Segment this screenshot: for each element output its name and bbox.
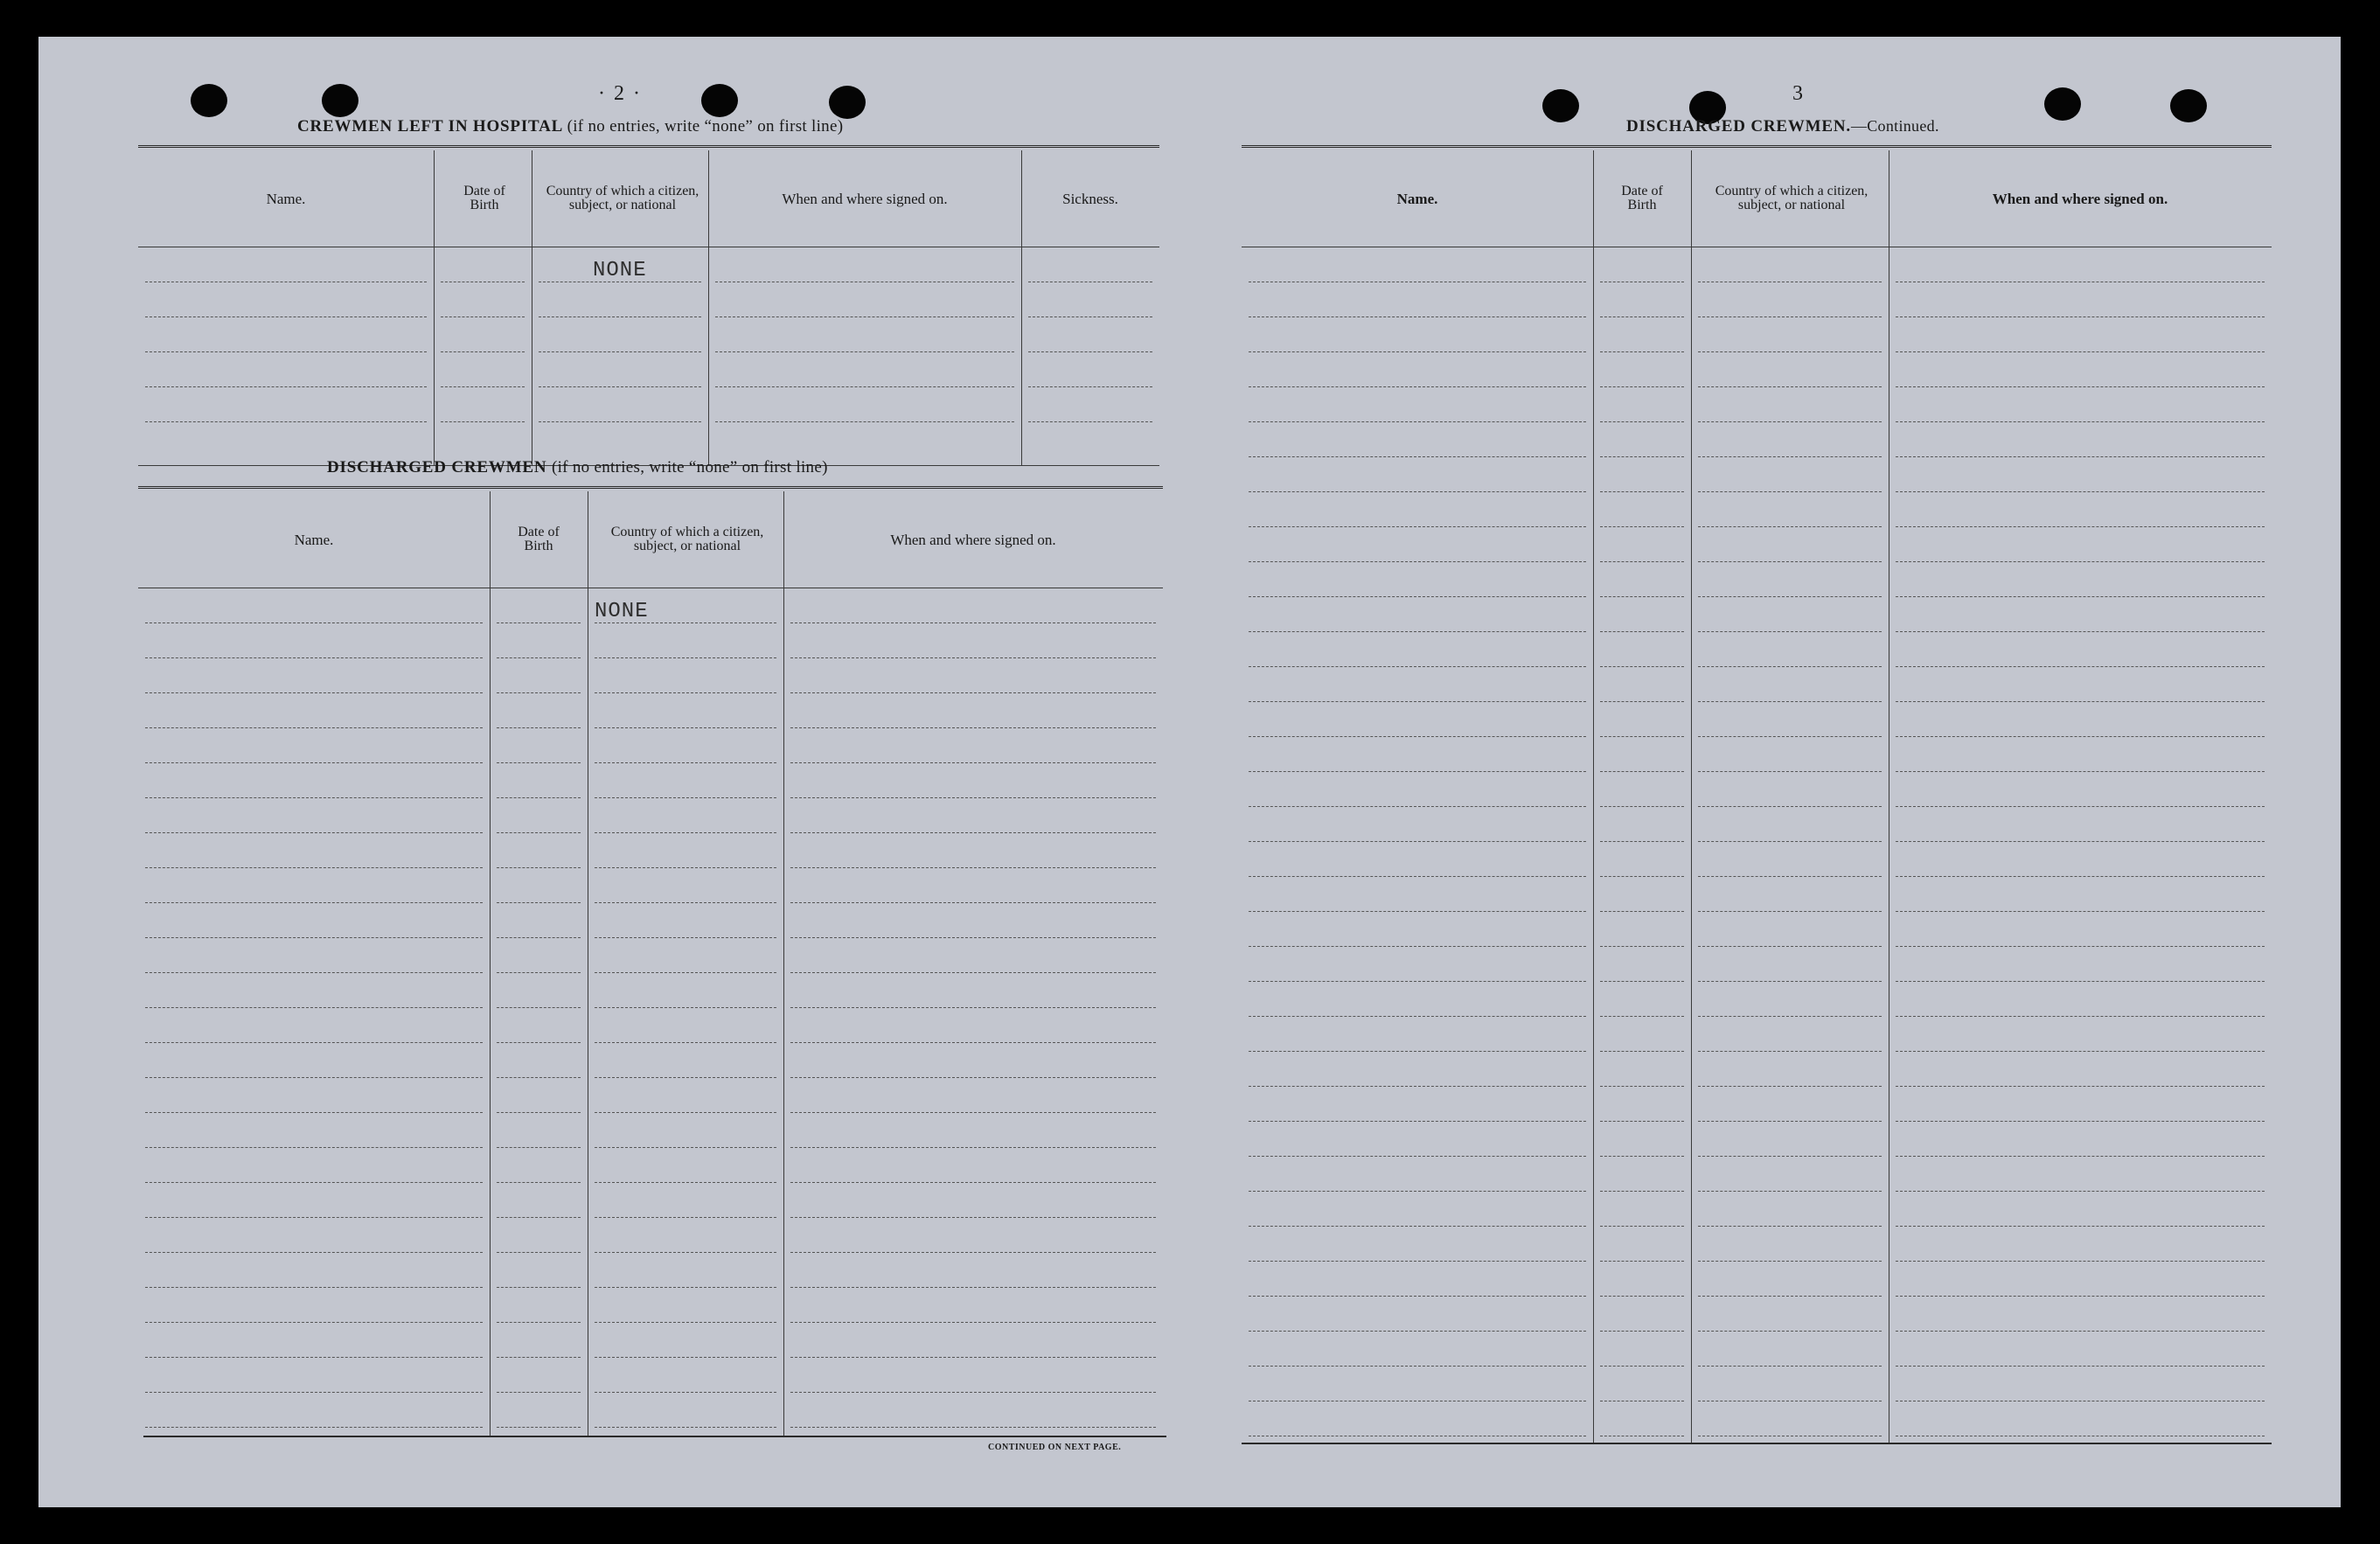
dotted-entry-line (497, 1077, 581, 1078)
dotted-entry-line (145, 1182, 483, 1183)
dotted-entry-line (1600, 946, 1684, 947)
dotted-entry-line (1896, 946, 2265, 947)
column-divider (490, 491, 491, 1436)
dotted-entry-line (145, 316, 427, 317)
col-header-date-of-birth: Date of Birth (463, 184, 505, 212)
dotted-entry-line (1698, 1016, 1882, 1017)
dotted-entry-line (441, 386, 525, 387)
dotted-entry-line (790, 1252, 1156, 1253)
dotted-entry-line (1698, 351, 1882, 352)
hospital-table (138, 150, 1159, 465)
dotted-entry-line (1698, 1261, 1882, 1262)
dotted-entry-line (1600, 911, 1684, 912)
dotted-entry-line (790, 832, 1156, 833)
dotted-entry-line (1249, 841, 1586, 842)
dotted-entry-line (539, 316, 701, 317)
discharged-bottom-rule (143, 1436, 1166, 1437)
dotted-entry-line (790, 1182, 1156, 1183)
dotted-entry-line (1698, 1296, 1882, 1297)
col-header-name: Name. (266, 190, 306, 207)
continued-note: CONTINUED ON NEXT PAGE. (988, 1443, 1122, 1452)
dotted-entry-line (790, 1007, 1156, 1008)
dotted-entry-line (1698, 1226, 1882, 1227)
dotted-entry-line (1249, 981, 1586, 982)
dotted-entry-line (1249, 1261, 1586, 1262)
dotted-entry-line (595, 1042, 776, 1043)
discharged-continued-table (1242, 150, 2272, 1443)
dotted-entry-line (1249, 561, 1586, 562)
dotted-entry-line (1698, 1121, 1882, 1122)
dotted-entry-line (595, 1322, 776, 1323)
dotted-entry-line (1249, 456, 1586, 457)
dotted-entry-line (715, 386, 1014, 387)
dotted-entry-line (595, 1392, 776, 1393)
hospital-entry-none: NONE (593, 259, 647, 282)
right-top-rule (1242, 145, 2272, 148)
dotted-entry-line (1249, 386, 1586, 387)
dotted-entry-line (1249, 666, 1586, 667)
punch-hole-3 (701, 84, 738, 117)
hospital-section-title (297, 117, 843, 136)
dotted-entry-line (1249, 771, 1586, 772)
dotted-entry-line (595, 797, 776, 798)
dotted-entry-line (1249, 491, 1586, 492)
dotted-entry-line (1896, 316, 2265, 317)
dotted-entry-line (497, 902, 581, 903)
dotted-entry-line (145, 1287, 483, 1288)
dotted-entry-line (1600, 1121, 1684, 1122)
dotted-entry-line (1698, 771, 1882, 772)
dotted-entry-line (1249, 1331, 1586, 1332)
dotted-entry-line (145, 797, 483, 798)
dotted-entry-line (1600, 561, 1684, 562)
dotted-entry-line (145, 1392, 483, 1393)
document-sheet (38, 37, 2341, 1507)
dotted-entry-line (1698, 316, 1882, 317)
dotted-entry-line (595, 1357, 776, 1358)
dotted-entry-line (715, 351, 1014, 352)
col-header-date-of-birth: Date of Birth (518, 525, 560, 553)
dotted-entry-line (595, 1287, 776, 1288)
col-header-signed-on: When and where signed on. (890, 531, 1056, 548)
dotted-entry-line (790, 1357, 1156, 1358)
dotted-entry-line (1896, 1261, 2265, 1262)
dotted-entry-line (1249, 736, 1586, 737)
col-header-sickness: Sickness. (1062, 190, 1118, 207)
dotted-entry-line (1896, 1366, 2265, 1367)
dotted-entry-line (1249, 1191, 1586, 1192)
discharged-table (138, 491, 1163, 1436)
dotted-entry-line (595, 1112, 776, 1113)
dotted-entry-line (145, 762, 483, 763)
dotted-entry-line (1249, 911, 1586, 912)
dotted-entry-line (497, 622, 581, 623)
dotted-entry-line (1896, 561, 2265, 562)
discharged-continued-title (1626, 117, 1939, 136)
dotted-entry-line (497, 1392, 581, 1393)
dotted-entry-line (145, 832, 483, 833)
dotted-entry-line (790, 1147, 1156, 1148)
dotted-entry-line (1600, 316, 1684, 317)
dotted-entry-line (1698, 841, 1882, 842)
dotted-entry-line (497, 692, 581, 693)
hospital-title-note: (if no entries, write “none” on first line) (567, 117, 844, 136)
dotted-entry-line (1698, 1191, 1882, 1192)
discharged-entry-none: NONE (595, 600, 649, 623)
discharged-continued-text: DISCHARGED CREWMEN. (1626, 117, 1851, 136)
dotted-entry-line (1028, 421, 1152, 422)
dotted-entry-line (539, 351, 701, 352)
column-divider (1691, 150, 1692, 1443)
dotted-entry-line (1698, 666, 1882, 667)
dotted-entry-line (497, 762, 581, 763)
dotted-entry-line (1249, 701, 1586, 702)
dotted-entry-line (1600, 1191, 1684, 1192)
dotted-entry-line (145, 937, 483, 938)
col-header-signed-on: When and where signed on. (1992, 190, 2168, 207)
dotted-entry-line (1600, 701, 1684, 702)
continued-label: —Continued. (1850, 117, 1939, 135)
dotted-entry-line (790, 1322, 1156, 1323)
dotted-entry-line (145, 867, 483, 868)
dotted-entry-line (145, 351, 427, 352)
dotted-entry-line (595, 1147, 776, 1148)
dotted-entry-line (1698, 561, 1882, 562)
dotted-entry-line (1249, 631, 1586, 632)
discharged-section-title (327, 458, 828, 477)
dotted-entry-line (1600, 841, 1684, 842)
hospital-top-rule (138, 145, 1159, 148)
dotted-entry-line (497, 1147, 581, 1148)
dotted-entry-line (497, 1217, 581, 1218)
dotted-entry-line (497, 1007, 581, 1008)
dotted-entry-line (790, 1112, 1156, 1113)
dotted-entry-line (715, 316, 1014, 317)
dotted-entry-line (595, 727, 776, 728)
dotted-entry-line (1249, 946, 1586, 947)
dotted-entry-line (1249, 526, 1586, 527)
dotted-entry-line (1249, 876, 1586, 877)
dotted-entry-line (1698, 911, 1882, 912)
dotted-entry-line (1896, 596, 2265, 597)
dotted-entry-line (145, 727, 483, 728)
dotted-entry-line (595, 622, 776, 623)
dotted-entry-line (145, 386, 427, 387)
dotted-entry-line (1249, 1366, 1586, 1367)
dotted-entry-line (1028, 386, 1152, 387)
dotted-entry-line (1249, 1121, 1586, 1122)
dotted-entry-line (790, 1077, 1156, 1078)
dotted-entry-line (145, 1147, 483, 1148)
dotted-entry-line (1698, 876, 1882, 877)
hospital-title-text: CREWMEN LEFT IN HOSPITAL (297, 117, 563, 136)
punch-hole-5 (1542, 89, 1579, 122)
dotted-entry-line (1249, 596, 1586, 597)
dotted-entry-line (790, 972, 1156, 973)
dotted-entry-line (145, 1042, 483, 1043)
dotted-entry-line (1249, 421, 1586, 422)
dotted-entry-line (1698, 1366, 1882, 1367)
dotted-entry-line (1600, 771, 1684, 772)
dotted-entry-line (145, 972, 483, 973)
column-divider (1593, 150, 1594, 1443)
dotted-entry-line (1249, 806, 1586, 807)
dotted-entry-line (790, 1392, 1156, 1393)
dotted-entry-line (715, 421, 1014, 422)
dotted-entry-line (1698, 491, 1882, 492)
dotted-entry-line (1896, 421, 2265, 422)
dotted-entry-line (145, 622, 483, 623)
dotted-entry-line (145, 1217, 483, 1218)
dotted-entry-line (1896, 1296, 2265, 1297)
dotted-entry-line (595, 692, 776, 693)
dotted-entry-line (790, 762, 1156, 763)
dotted-entry-line (1600, 1296, 1684, 1297)
dotted-entry-line (1698, 1156, 1882, 1157)
dotted-entry-line (497, 1182, 581, 1183)
dotted-entry-line (1896, 981, 2265, 982)
dotted-entry-line (145, 421, 427, 422)
dotted-entry-line (1028, 351, 1152, 352)
dotted-entry-line (539, 421, 701, 422)
dotted-entry-line (1698, 596, 1882, 597)
dotted-entry-line (145, 1322, 483, 1323)
dotted-entry-line (1600, 1366, 1684, 1367)
dotted-entry-line (1698, 981, 1882, 982)
dotted-entry-line (790, 1287, 1156, 1288)
dotted-entry-line (595, 972, 776, 973)
dotted-entry-line (1698, 631, 1882, 632)
dotted-entry-line (1896, 456, 2265, 457)
dotted-entry-line (790, 1427, 1156, 1428)
dotted-entry-line (1896, 1331, 2265, 1332)
dotted-entry-line (539, 386, 701, 387)
dotted-entry-line (1698, 421, 1882, 422)
dotted-entry-line (1600, 1016, 1684, 1017)
dotted-entry-line (1600, 806, 1684, 807)
dotted-entry-line (790, 1217, 1156, 1218)
dotted-entry-line (497, 1112, 581, 1113)
col-header-country: Country of which a citizen, subject, or national (1715, 184, 1869, 212)
dotted-entry-line (145, 692, 483, 693)
dotted-entry-line (1698, 1051, 1882, 1052)
dotted-entry-line (1896, 351, 2265, 352)
col-header-country: Country of which a citizen, subject, or national (610, 525, 764, 553)
dotted-entry-line (1249, 1016, 1586, 1017)
dotted-entry-line (1896, 736, 2265, 737)
dotted-entry-line (497, 657, 581, 658)
dotted-entry-line (790, 937, 1156, 938)
dotted-entry-line (595, 1252, 776, 1253)
dotted-entry-line (790, 622, 1156, 623)
dotted-entry-line (790, 867, 1156, 868)
dotted-entry-line (595, 902, 776, 903)
dotted-entry-line (497, 1252, 581, 1253)
dotted-entry-line (790, 1042, 1156, 1043)
dotted-entry-line (1896, 771, 2265, 772)
dotted-entry-line (497, 1322, 581, 1323)
dotted-entry-line (1896, 386, 2265, 387)
dotted-entry-line (1896, 701, 2265, 702)
dotted-entry-line (790, 692, 1156, 693)
dotted-entry-line (497, 1287, 581, 1288)
dotted-entry-line (145, 902, 483, 903)
dotted-entry-line (497, 832, 581, 833)
dotted-entry-line (145, 1007, 483, 1008)
dotted-entry-line (1249, 1051, 1586, 1052)
discharged-title-note: (if no entries, write “none” on first line) (551, 458, 828, 476)
column-divider (434, 150, 435, 465)
dotted-entry-line (441, 351, 525, 352)
dotted-entry-line (1600, 596, 1684, 597)
column-divider (783, 491, 784, 1436)
punch-hole-1 (191, 84, 227, 117)
discharged-title-text: DISCHARGED CREWMEN (327, 458, 547, 476)
dotted-entry-line (497, 867, 581, 868)
col-header-signed-on: When and where signed on. (782, 190, 948, 207)
dotted-entry-line (1249, 316, 1586, 317)
dotted-entry-line (441, 316, 525, 317)
dotted-entry-line (1600, 491, 1684, 492)
dotted-entry-line (1600, 1086, 1684, 1087)
punch-hole-8 (2170, 89, 2207, 122)
dotted-entry-line (1600, 876, 1684, 877)
dotted-entry-line (790, 902, 1156, 903)
col-header-country: Country of which a citizen, subject, or national (546, 184, 699, 212)
dotted-entry-line (1249, 351, 1586, 352)
dotted-entry-line (145, 1427, 483, 1428)
dotted-entry-line (1600, 526, 1684, 527)
dotted-entry-line (1896, 666, 2265, 667)
dotted-entry-line (1600, 736, 1684, 737)
dotted-entry-line (790, 657, 1156, 658)
dotted-entry-line (497, 937, 581, 938)
col-header-date-of-birth: Date of Birth (1621, 184, 1663, 212)
dotted-entry-line (1896, 1086, 2265, 1087)
dotted-entry-line (1600, 1051, 1684, 1052)
dotted-entry-line (790, 727, 1156, 728)
dotted-entry-line (1896, 1016, 2265, 1017)
dotted-entry-line (1028, 316, 1152, 317)
dotted-entry-line (1600, 1156, 1684, 1157)
dotted-entry-line (1896, 876, 2265, 877)
page-number: 3 (1792, 82, 1805, 105)
dotted-entry-line (1249, 1296, 1586, 1297)
dotted-entry-line (1249, 1156, 1586, 1157)
dotted-entry-line (595, 762, 776, 763)
dotted-entry-line (1698, 526, 1882, 527)
dotted-entry-line (1896, 526, 2265, 527)
dotted-entry-line (1698, 1331, 1882, 1332)
dotted-entry-line (595, 1007, 776, 1008)
dotted-entry-line (1600, 981, 1684, 982)
dotted-entry-line (497, 1042, 581, 1043)
punch-hole-4 (829, 86, 866, 119)
dotted-entry-line (497, 1427, 581, 1428)
dotted-entry-line (1698, 1086, 1882, 1087)
dotted-entry-line (1896, 841, 2265, 842)
dotted-entry-line (1896, 1121, 2265, 1122)
dotted-entry-line (1600, 1331, 1684, 1332)
dotted-entry-line (441, 421, 525, 422)
dotted-entry-line (1600, 1226, 1684, 1227)
punch-hole-2 (322, 84, 358, 117)
dotted-entry-line (145, 1357, 483, 1358)
dotted-entry-line (595, 937, 776, 938)
right-bottom-rule (1242, 1443, 2272, 1444)
dotted-entry-line (1600, 421, 1684, 422)
dotted-entry-line (1896, 1051, 2265, 1052)
dotted-entry-line (1698, 736, 1882, 737)
dotted-entry-line (1896, 1226, 2265, 1227)
col-header-name: Name. (294, 531, 334, 548)
dotted-entry-line (1896, 911, 2265, 912)
dotted-entry-line (145, 1252, 483, 1253)
dotted-entry-line (595, 657, 776, 658)
dotted-entry-line (145, 1077, 483, 1078)
dotted-entry-line (1600, 1261, 1684, 1262)
dotted-entry-line (1249, 1226, 1586, 1227)
dotted-entry-line (1698, 701, 1882, 702)
discharged-top-rule (138, 486, 1163, 489)
dotted-entry-line (1698, 386, 1882, 387)
dotted-entry-line (497, 1357, 581, 1358)
dotted-entry-line (1698, 946, 1882, 947)
dotted-entry-line (1600, 386, 1684, 387)
dotted-entry-line (595, 1077, 776, 1078)
punch-hole-7 (2044, 87, 2081, 121)
dotted-entry-line (1698, 806, 1882, 807)
dotted-entry-line (595, 832, 776, 833)
dotted-entry-line (790, 797, 1156, 798)
dotted-entry-line (1896, 491, 2265, 492)
dotted-entry-line (145, 657, 483, 658)
dotted-entry-line (595, 1182, 776, 1183)
dotted-entry-line (1600, 456, 1684, 457)
dotted-entry-line (1896, 1191, 2265, 1192)
dotted-entry-line (1600, 351, 1684, 352)
dotted-entry-line (1600, 631, 1684, 632)
page-number: · 2 · (598, 82, 642, 105)
col-header-name: Name. (1396, 190, 1438, 207)
dotted-entry-line (1896, 631, 2265, 632)
dotted-entry-line (595, 1217, 776, 1218)
dotted-entry-line (1600, 666, 1684, 667)
dotted-entry-line (1896, 806, 2265, 807)
dotted-entry-line (1249, 1086, 1586, 1087)
dotted-entry-line (145, 1112, 483, 1113)
dotted-entry-line (1896, 1156, 2265, 1157)
dotted-entry-line (497, 797, 581, 798)
dotted-entry-line (595, 1427, 776, 1428)
dotted-entry-line (1698, 456, 1882, 457)
dotted-entry-line (497, 972, 581, 973)
dotted-entry-line (497, 727, 581, 728)
dotted-entry-line (595, 867, 776, 868)
